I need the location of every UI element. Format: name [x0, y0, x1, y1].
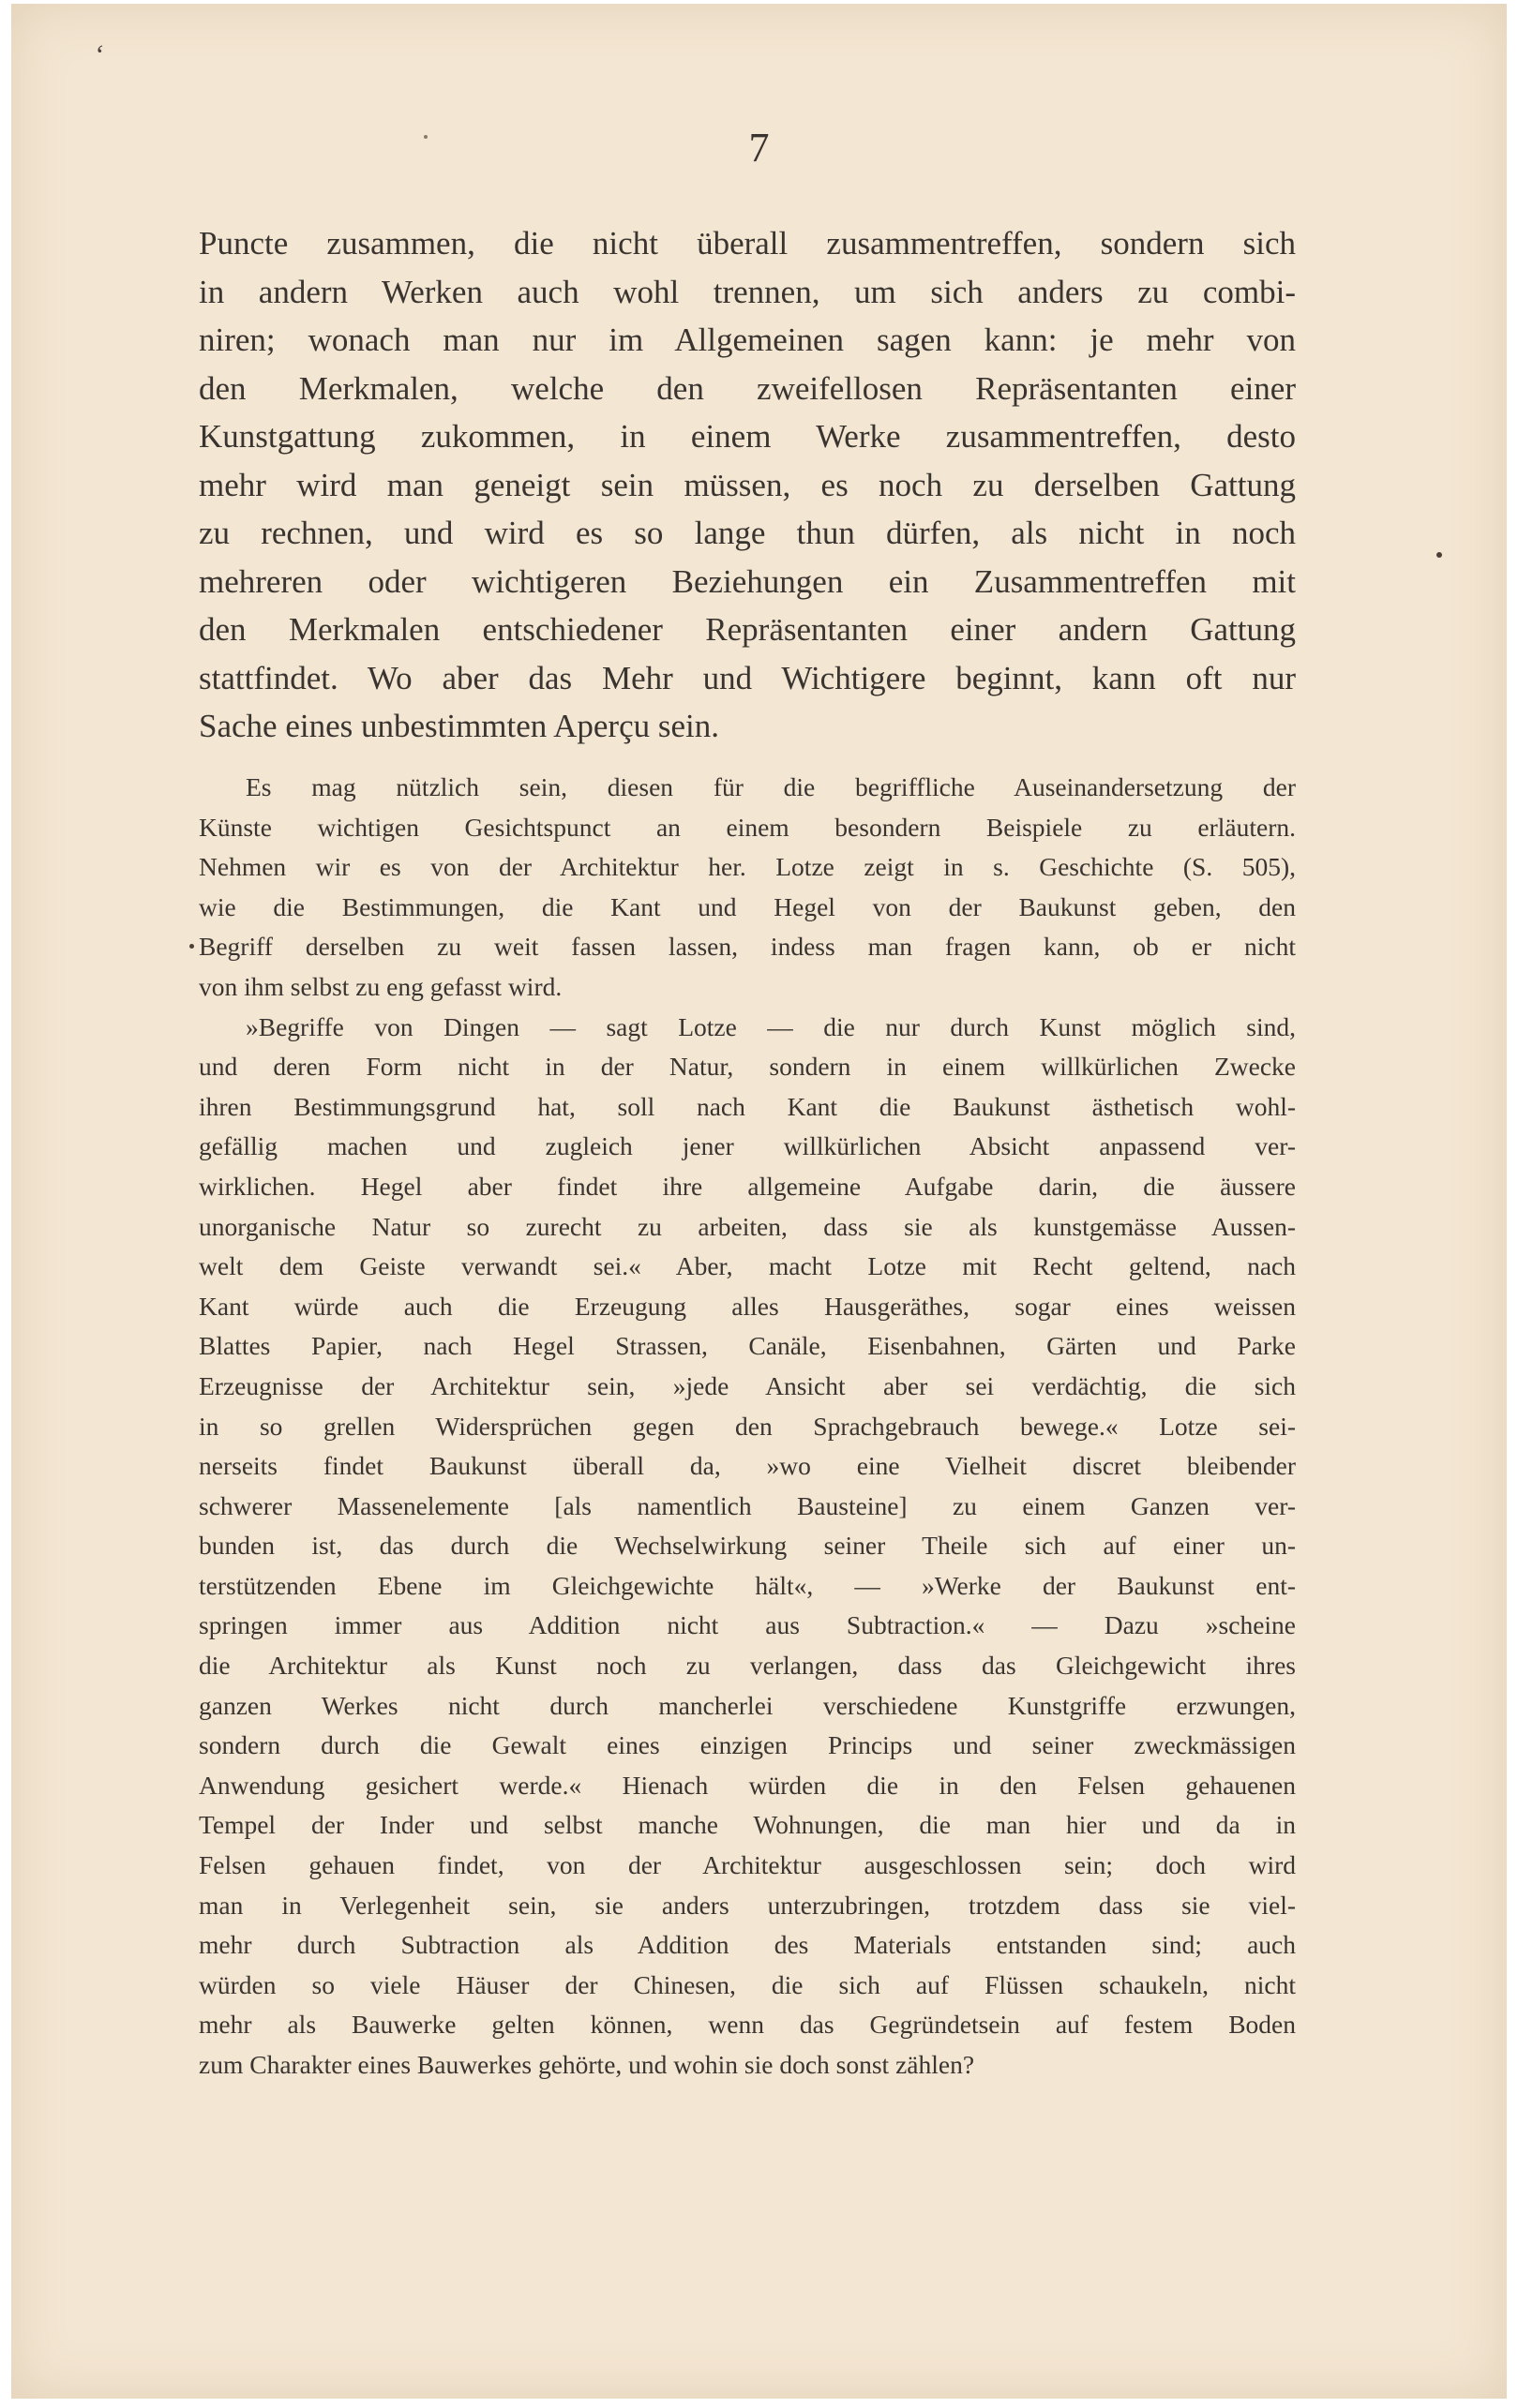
book-page [11, 4, 1507, 2399]
text-line: »Begriffe von Dingen — sagt Lotze — die nur durch Kunst möglich sind, [246, 1011, 1296, 1041]
text-line: von ihm selbst zu eng gefasst wird. [199, 971, 563, 1001]
text-line: ganzen Werkes nicht durch mancherlei verschiedene Kunstgriffe erzwungen, [199, 1690, 1296, 1720]
text-line: die Architektur als Kunst noch zu verlangen, dass das Gleichgewicht ihres [199, 1651, 1296, 1681]
text-line: Kunstgattung zukommen, in einem Werke zusammentreffen, desto [199, 418, 1296, 455]
text-line: mehr als Bauwerke gelten können, wenn das Gegründetsein auf festem Boden [199, 2010, 1296, 2040]
text-line: unorganische Natur so zurecht zu arbeiten, dass sie als kunstgemässe Aussen- [199, 1211, 1296, 1241]
text-line: sondern durch die Gewalt eines einzigen Princips und seiner zweckmässigen [199, 1730, 1296, 1760]
text-line: Anwendung gesichert werde.« Hienach würden die in den Felsen gehauenen [199, 1770, 1296, 1800]
text-line: springen immer aus Addition nicht aus Subtraction.« — Dazu »scheine [199, 1610, 1296, 1640]
text-line: würden so viele Häuser der Chinesen, die sich auf Flüssen schaukeln, nicht [199, 1969, 1296, 1999]
text-line: zu rechnen, und wird es so lange thun dürfen, als nicht in noch [199, 515, 1296, 551]
page-number: 7 [748, 125, 770, 171]
text-line: Künste wichtigen Gesichtspunct an einem besondern Beispiele zu erläutern. [199, 812, 1296, 842]
text-line: und deren Form nicht in der Natur, sondern in einem willkürlichen Zwecke [199, 1052, 1296, 1082]
text-line: Erzeugnisse der Architektur sein, »jede Ansicht aber sei verdächtig, die sich [199, 1370, 1296, 1400]
text-line: Felsen gehauen findet, von der Architektur ausgeschlossen sein; doch wird [199, 1850, 1296, 1880]
text-line: den Merkmalen, welche den zweifellosen Repräsentanten einer [199, 369, 1296, 407]
text-line: mehr durch Subtraction als Addition des Materials entstanden sind; auch [199, 1930, 1296, 1960]
text-line: mehr wird man geneigt sein müssen, es noch zu derselben Gattung [199, 466, 1296, 503]
main-paragraph [199, 219, 1296, 751]
text-line: wirklichen. Hegel aber findet ihre allgemeine Aufgabe darin, die äussere [199, 1171, 1296, 1201]
text-line: ihren Bestimmungsgrund hat, soll nach Kant die Baukunst ästhetisch wohl- [199, 1091, 1296, 1121]
text-line: nerseits findet Baukunst überall da, »wo eine Vielheit discret bleibender [199, 1451, 1296, 1481]
ink-dot [1436, 552, 1442, 558]
text-line: Puncte zusammen, die nicht überall zusammentreffen, sondern sich [199, 225, 1296, 262]
text-line: Nehmen wir es von der Architektur her. Lotze zeigt in s. Geschichte (S. 505), [199, 852, 1296, 882]
note-paragraph-2 [199, 1008, 1296, 2086]
text-line: gefällig machen und zugleich jener willkürlichen Absicht anpassend ver- [199, 1131, 1296, 1161]
text-line: Kant würde auch die Erzeugung alles Hausgeräthes, sogar eines weissen [199, 1291, 1296, 1321]
text-line: zum Charakter eines Bauwerkes gehörte, und wohin sie doch sonst zählen? [199, 2050, 975, 2079]
text-line: welt dem Geiste verwandt sei.« Aber, macht Lotze mit Recht geltend, nach [199, 1251, 1296, 1281]
ink-mark: ʻ [94, 39, 103, 70]
text-line: wie die Bestimmungen, die Kant und Hegel von der Baukunst geben, den [199, 891, 1296, 921]
text-line: den Merkmalen entschiedener Repräsentanten einer andern Gattung [199, 611, 1296, 648]
text-line: schwerer Massenelemente [als namentlich Bausteine] zu einem Ganzen ver- [199, 1490, 1296, 1520]
text-line: Sache eines unbestimmten Aperçu sein. [199, 708, 719, 744]
text-line: terstützenden Ebene im Gleichgewichte hält«, — »Werke der Baukunst ent- [199, 1570, 1296, 1600]
text-line: Begriff derselben zu weit fassen lassen, indess man fragen kann, ob er nicht [199, 932, 1296, 962]
text-line: Es mag nützlich sein, diesen für die begriffliche Auseinandersetzung der [246, 772, 1296, 801]
text-line: man in Verlegenheit sein, sie anders unterzubringen, trotzdem dass sie viel- [199, 1890, 1296, 1920]
text-line: stattfindet. Wo aber das Mehr und Wichtigere beginnt, kann oft nur [199, 659, 1296, 696]
text-line: bunden ist, das durch die Wechselwirkung seiner Theile sich auf einer un- [199, 1531, 1296, 1561]
text-line: Blattes Papier, nach Hegel Strassen, Canäle, Eisenbahnen, Gärten und Parke [199, 1331, 1296, 1361]
text-line: Tempel der Inder und selbst manche Wohnungen, die man hier und da in [199, 1810, 1296, 1840]
text-line: in so grellen Widersprüchen gegen den Sprachgebrauch bewege.« Lotze sei- [199, 1411, 1296, 1441]
text-line: in andern Werken auch wohl trennen, um sich anders zu combi- [199, 273, 1296, 310]
note-paragraph-1 [199, 768, 1296, 1008]
text-line: mehreren oder wichtigeren Beziehungen ein Zusammentreffen mit [199, 562, 1296, 600]
ink-dot [189, 944, 194, 949]
text-line: niren; wonach man nur im Allgemeinen sagen kann: je mehr von [199, 322, 1296, 358]
note-section [199, 768, 1296, 2086]
